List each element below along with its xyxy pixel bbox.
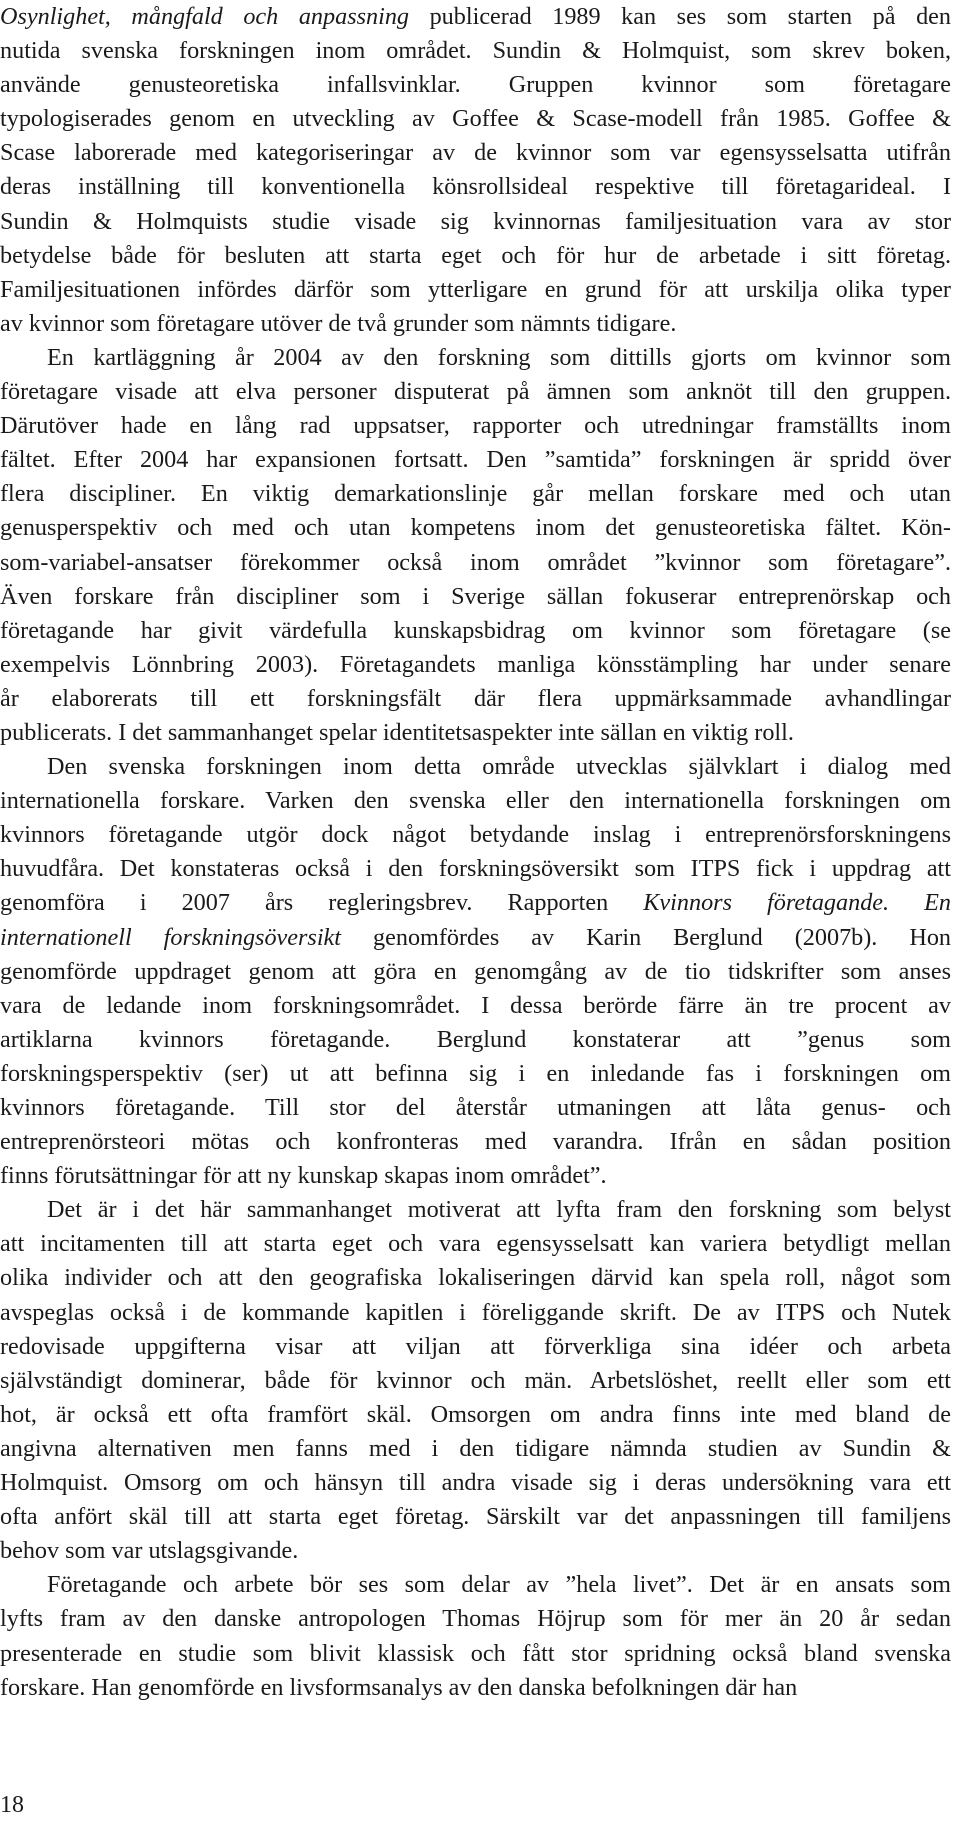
text-line [0, 273, 951, 307]
text-line [0, 341, 951, 375]
text-line [0, 34, 951, 68]
text-line [0, 784, 951, 818]
text-segment: publicerad 1989 kan ses som starten på den [409, 3, 952, 30]
text-segment: publicerats. I det sammanhanget spelar identitetsaspekter inte sällan en viktig roll. [0, 718, 794, 746]
text-segment: Företagande och arbete bör ses som delar av ”hela livet”. Det är en ansats som [47, 1571, 951, 1599]
text-line [0, 750, 951, 784]
text-line [0, 1364, 951, 1398]
text-segment: företagare visade att elva personer disputerat på ämnen som anknöt till den gruppen. [0, 378, 951, 406]
text-segment: självständigt dominerar, både för kvinnor och män. Arbetslöshet, reellt eller som ett [0, 1366, 951, 1394]
text-segment: betydelse både för besluten att starta eget och för hur de arbetade i sitt företag. [0, 241, 951, 269]
italic-text: internationell forskningsöversikt [0, 923, 342, 951]
text-line [0, 1227, 951, 1261]
text-segment: forskningsperspektiv (ser) ut att befinna sig i en inledande fas i forskningen om [0, 1059, 951, 1087]
text-segment: internationella forskare. Varken den svenska eller den internationella forskningen om [0, 787, 951, 815]
text-line [0, 886, 951, 920]
text-segment: vara de ledande inom forskningsområdet. I dessa berörde färre än tre procent av [0, 991, 951, 1019]
text-line [0, 1261, 951, 1295]
text-line [0, 205, 951, 239]
text-segment: genusperspektiv och med och utan kompetens inom det genusteoretiska fältet. Kön- [0, 514, 951, 542]
text-segment: finns förutsättningar för att ny kunskap skapas inom området”. [0, 1162, 607, 1190]
text-segment: artiklarna kvinnors företagande. Berglund konstaterar att ”genus som [0, 1025, 951, 1053]
text-segment: olika individer och att den geografiska lokaliseringen därvid kan spela roll, något som [0, 1264, 951, 1292]
text-line [0, 1023, 951, 1057]
text-segment: fältet. Efter 2004 har expansionen fortsatt. Den ”samtida” forskningen är spridd över [0, 446, 951, 474]
text-line [0, 409, 951, 443]
text-line [0, 443, 951, 477]
text-line [0, 1500, 951, 1534]
text-line [0, 648, 951, 682]
text-segment: huvudfåra. Det konstateras också i den forskningsöversikt som ITPS fick i uppdrag att [0, 855, 951, 883]
text-segment: exempelvis Lönnbring 2003). Företagandets manliga könsstämpling har under senare [0, 650, 951, 678]
text-segment: genomförde uppdraget genom att göra en genomgång av de tio tidskrifter som anses [0, 957, 951, 985]
text-segment: avspeglas också i de kommande kapitlen i föreliggande skrift. De av ITPS och Nutek [0, 1298, 951, 1326]
text-line [0, 852, 951, 886]
text-line [0, 546, 951, 580]
text-line [0, 1568, 951, 1602]
text-segment: kvinnors företagande utgör dock något betydande inslag i entreprenörsforskningens [0, 821, 951, 849]
text-line [0, 682, 951, 716]
text-line [0, 68, 951, 102]
text-line [0, 0, 951, 34]
text-line [0, 307, 951, 341]
text-segment: ofta anfört skäl till att starta eget företag. Särskilt var det anpassningen till familjens [0, 1503, 951, 1531]
text-line [0, 1602, 951, 1636]
text-segment: Sundin & Holmquists studie visade sig kvinnornas familjesituation vara av stor [0, 207, 951, 235]
text-line [0, 921, 951, 955]
text-segment: år elaborerats till ett forskningsfält där flera uppmärksammade avhandlingar [0, 684, 951, 712]
text-segment: behov som var utslagsgivande. [0, 1537, 299, 1565]
text-segment: Holmquist. Omsorg om och hänsyn till andra visade sig i deras undersökning vara ett [0, 1469, 951, 1497]
text-segment: hot, är också ett ofta framfört skäl. Omsorgen om andra finns inte med bland de [0, 1400, 951, 1428]
text-line [0, 1330, 951, 1364]
text-line [0, 1091, 951, 1125]
text-segment: nutida svenska forskningen inom området. Sundin & Holmquist, som skrev boken, [0, 37, 951, 65]
text-line [0, 102, 951, 136]
text-line [0, 1193, 951, 1227]
text-segment: kvinnors företagande. Till stor del återstår utmaningen att låta genus- och [0, 1094, 951, 1121]
text-segment: typologiserades genom en utveckling av Goffee & Scase-modell från 1985. Goffee & [0, 105, 951, 133]
text-line [0, 1296, 951, 1330]
text-segment: genomfördes av Karin Berglund (2007b). Hon [341, 923, 952, 951]
text-segment: Därutöver hade en lång rad uppsatser, rapporter och utredningar framställts inom [0, 412, 951, 440]
text-segment: företagande har givit värdefulla kunskapsbidrag om kvinnor som företagare (se [0, 616, 951, 644]
text-segment: använde genusteoretiska infallsvinklar. Gruppen kvinnor som företagare [0, 71, 951, 99]
italic-text: Osynlighet, mångfald och anpassning [0, 3, 410, 30]
italic-text: Kvinnors företagande. En [643, 889, 951, 917]
text-segment: som-variabel-ansatser förekommer också inom området ”kvinnor som företagare”. [0, 548, 951, 576]
text-segment: entreprenörsteori mötas och konfronteras med varandra. Ifrån en sådan position [0, 1128, 951, 1156]
page-number: 18 [0, 1792, 24, 1818]
text-segment: flera discipliner. En viktig demarkationslinje går mellan forskare med och utan [0, 480, 951, 508]
text-line [0, 989, 951, 1023]
text-line [0, 1534, 951, 1568]
text-segment: Familjesituationen infördes därför som ytterligare en grund för att urskilja olika typer [0, 275, 951, 303]
text-segment: Det är i det här sammanhanget motiverat att lyfta fram den forskning som belyst [47, 1196, 951, 1224]
text-line [0, 1398, 951, 1432]
text-line [0, 136, 951, 170]
text-segment: angivna alternativen men fanns med i den tidigare nämnda studien av Sundin & [0, 1434, 951, 1462]
text-line [0, 955, 951, 989]
text-line [0, 477, 951, 511]
text-line [0, 1057, 951, 1091]
text-line [0, 716, 951, 750]
text-segment: forskare. Han genomförde en livsformsanalys av den danska befolkningen där han [0, 1673, 798, 1701]
text-segment: Den svenska forskningen inom detta område utvecklas självklart i dialog med [47, 753, 951, 781]
text-line [0, 170, 951, 204]
text-line [0, 1125, 951, 1159]
text-line [0, 1671, 951, 1705]
text-line [0, 614, 951, 648]
text-segment: att incitamenten till att starta eget och vara egensysselsatt kan variera betydligt mellan [0, 1230, 951, 1258]
text-line [0, 1432, 951, 1466]
text-line [0, 375, 951, 409]
text-line [0, 239, 951, 273]
text-segment: Även forskare från discipliner som i Sverige sällan fokuserar entreprenörskap och [0, 582, 951, 610]
text-line [0, 580, 951, 614]
text-line [0, 511, 951, 545]
text-segment: av kvinnor som företagare utöver de två grunder som nämnts tidigare. [0, 309, 677, 337]
text-segment: deras inställning till konventionella könsrollsideal respektive till företagarideal. I [0, 173, 951, 201]
text-line [0, 1466, 951, 1500]
text-segment: redovisade uppgifterna visar att viljan att förverkliga sina idéer och arbeta [0, 1332, 951, 1360]
text-segment: presenterade en studie som blivit klassisk och fått stor spridning också bland svenska [0, 1639, 951, 1667]
text-line [0, 1159, 951, 1193]
text-segment: Scase laborerade med kategoriseringar av de kvinnor som var egensysselsatta utifrån [0, 139, 951, 167]
text-line [0, 818, 951, 852]
text-line [0, 1637, 951, 1671]
text-segment: En kartläggning år 2004 av den forskning som dittills gjorts om kvinnor som [47, 343, 951, 371]
text-segment: lyfts fram av den danske antropologen Thomas Höjrup som för mer än 20 år sedan [0, 1605, 951, 1633]
text-segment: genomföra i 2007 års regleringsbrev. Rapporten [0, 889, 644, 917]
